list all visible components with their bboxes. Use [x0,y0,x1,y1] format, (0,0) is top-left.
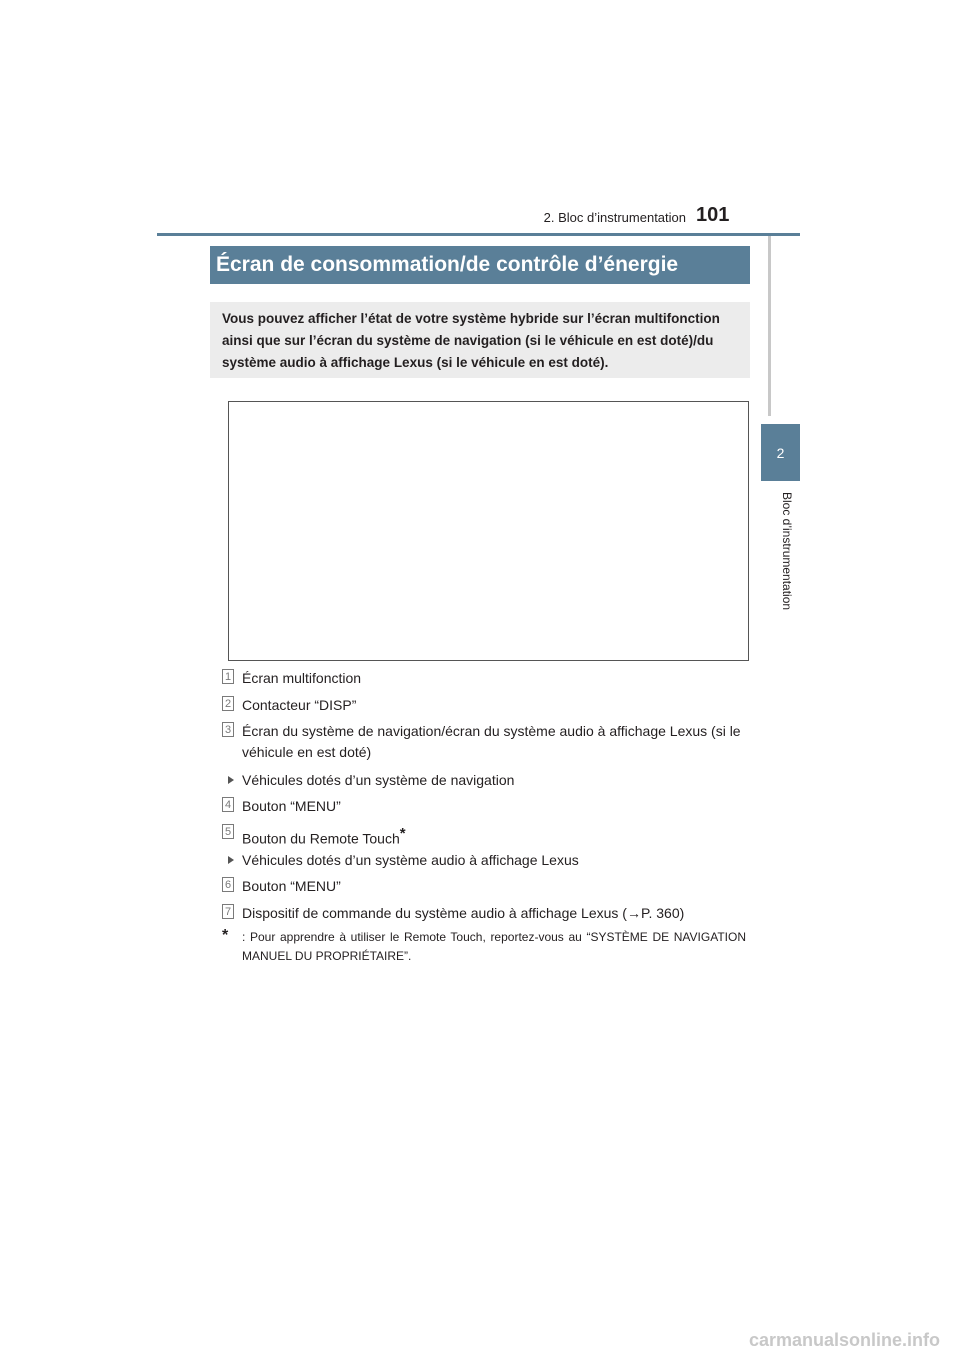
legend-text-label: Bouton du Remote Touch [242,830,400,847]
number-badge-icon: 6 [222,877,234,892]
number-badge-icon: 5 [222,824,234,839]
condition-text: Véhicules dotés d’un système audio à affichage Lexus [242,852,579,868]
number-badge-icon: 1 [222,669,234,684]
intro-text: Vous pouvez afficher l’état de votre système hybride sur l’écran multifonction ainsi que sur l’écran du système de navigation (si le véhicule en est doté)/du système audio à affichage Lexus (si le véhicule en est doté). [222,311,720,370]
chapter-tab-label: Bloc d’instrumentation [780,492,794,611]
legend-text: Contacteur “DISP” [242,697,357,713]
number-badge-icon: 4 [222,797,234,812]
triangle-bullet-icon [228,856,234,864]
number-badge-icon: 2 [222,696,234,711]
chapter-heading: 2. Bloc d’instrumentation [543,210,686,225]
page-number: 101 [696,204,730,226]
section-title: Écran de consommation/de contrôle d’énergie [210,246,750,284]
header-divider [157,233,800,236]
chapter-tab [761,424,800,481]
triangle-bullet-icon [228,776,234,784]
legend-text: Écran multifonction [242,670,362,686]
figure-placeholder [228,401,749,661]
condition-text: Véhicules dotés d’un système de navigation [242,772,515,788]
footnote-mark: * [399,825,406,842]
legend-text: Écran du système de navigation/écran du système audio à affichage Lexus (si le véhicule en est doté) [242,723,741,760]
legend-text: Bouton “MENU” [242,878,341,894]
footnote-text: : Pour apprendre à utiliser le Remote Touch, reportez-vous au “SYSTÈME DE NAVIGATION MANUEL DU PROPRIÉTAIRE”. [242,930,746,963]
intro-box [210,302,750,378]
legend-text: Bouton “MENU” [242,798,341,814]
legend-text [242,823,752,850]
legend-text: Dispositif de commande du système audio à affichage Lexus (→P. 360) [242,905,685,921]
chapter-tab-number: 2 [776,444,785,461]
number-badge-icon: 3 [222,722,234,737]
footnote-star: * [222,927,229,944]
watermark: carmanualsonline.info [748,1330,940,1350]
side-divider [768,236,771,416]
number-badge-icon: 7 [222,904,234,919]
